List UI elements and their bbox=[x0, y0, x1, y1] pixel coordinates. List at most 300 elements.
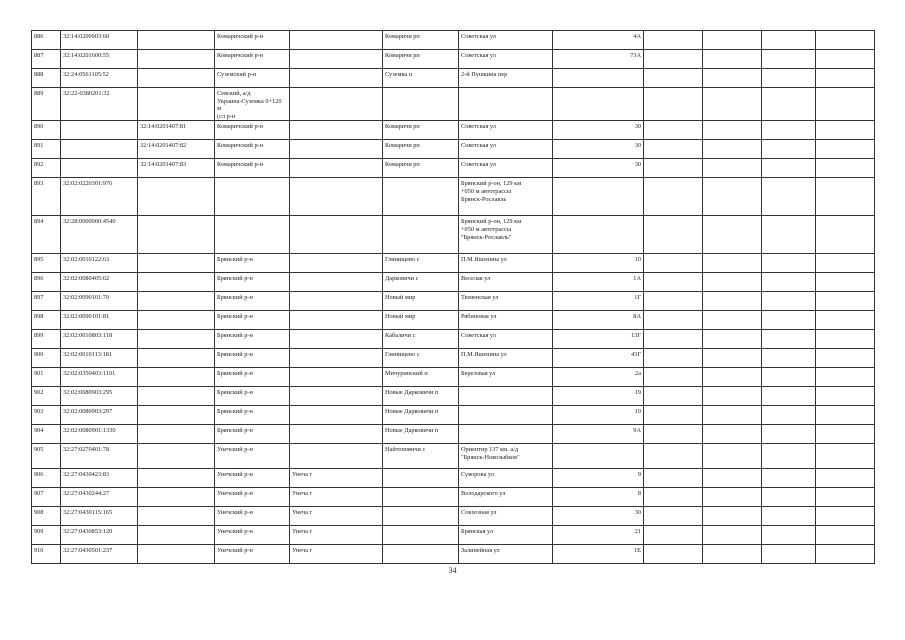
district-cell: Комаричский р-н bbox=[215, 31, 290, 50]
street-address-cell: П.М.Яшенина ул bbox=[459, 254, 553, 273]
cadastral-number-2-cell bbox=[138, 368, 215, 387]
house-number-cell: 2а bbox=[553, 368, 644, 387]
row-number-cell: 887 bbox=[32, 50, 61, 69]
locality-cell bbox=[383, 545, 459, 564]
house-number-cell bbox=[553, 444, 644, 469]
street-address-cell: Советская ул bbox=[459, 31, 553, 50]
house-number-cell bbox=[553, 178, 644, 216]
empty-cell bbox=[816, 159, 875, 178]
town-cell bbox=[290, 69, 383, 88]
empty-cell bbox=[816, 444, 875, 469]
town-cell bbox=[290, 254, 383, 273]
row-number-cell: 893 bbox=[32, 178, 61, 216]
street-address-cell: Брянский р-он, 129 км +050 м автотрассы Брянск-Рославль bbox=[459, 178, 553, 216]
empty-cell bbox=[644, 387, 703, 406]
cadastral-number-cell bbox=[61, 140, 138, 159]
empty-cell bbox=[644, 444, 703, 469]
house-number-cell: 4А bbox=[553, 31, 644, 50]
empty-cell bbox=[762, 469, 816, 488]
empty-cell bbox=[644, 311, 703, 330]
empty-cell bbox=[703, 50, 762, 69]
cadastral-number-2-cell bbox=[138, 311, 215, 330]
empty-cell bbox=[703, 31, 762, 50]
locality-cell: Кабаличи с bbox=[383, 330, 459, 349]
row-number-cell: 904 bbox=[32, 425, 61, 444]
district-cell: Брянский р-н bbox=[215, 387, 290, 406]
empty-cell bbox=[644, 469, 703, 488]
empty-cell bbox=[703, 526, 762, 545]
empty-cell bbox=[816, 488, 875, 507]
empty-cell bbox=[816, 31, 875, 50]
locality-cell: Комаричи рп bbox=[383, 159, 459, 178]
table-row bbox=[32, 159, 875, 178]
row-number-cell: 894 bbox=[32, 216, 61, 254]
house-number-cell: 9 bbox=[553, 469, 644, 488]
empty-cell bbox=[703, 406, 762, 425]
row-number-cell: 898 bbox=[32, 311, 61, 330]
empty-cell bbox=[762, 425, 816, 444]
street-address-cell: Советская ул bbox=[459, 50, 553, 69]
town-cell: Унеча г bbox=[290, 507, 383, 526]
cadastral-number-2-cell bbox=[138, 50, 215, 69]
street-address-cell: Совхозная ул bbox=[459, 507, 553, 526]
table-row bbox=[32, 425, 875, 444]
table-row bbox=[32, 69, 875, 88]
empty-cell bbox=[644, 121, 703, 140]
locality-cell bbox=[383, 178, 459, 216]
town-cell: Унеча г bbox=[290, 545, 383, 564]
table-row bbox=[32, 444, 875, 469]
row-number-cell: 905 bbox=[32, 444, 61, 469]
town-cell bbox=[290, 140, 383, 159]
district-cell: Севский, а/д Украина-Суземка 0+120 м (сл р-н bbox=[215, 88, 290, 121]
empty-cell bbox=[816, 69, 875, 88]
town-cell bbox=[290, 406, 383, 425]
house-number-cell: 10 bbox=[553, 254, 644, 273]
empty-cell bbox=[816, 254, 875, 273]
house-number-cell: 73А bbox=[553, 50, 644, 69]
locality-cell: Новый мир bbox=[383, 292, 459, 311]
empty-cell bbox=[703, 292, 762, 311]
street-address-cell: Советская ул bbox=[459, 330, 553, 349]
house-number-cell bbox=[553, 69, 644, 88]
empty-cell bbox=[644, 88, 703, 121]
row-number-cell: 908 bbox=[32, 507, 61, 526]
empty-cell bbox=[816, 425, 875, 444]
cadastral-number-2-cell bbox=[138, 526, 215, 545]
cadastral-number-cell: 32:02:0080901:1330 bbox=[61, 425, 138, 444]
street-address-cell bbox=[459, 88, 553, 121]
empty-cell bbox=[644, 507, 703, 526]
empty-cell bbox=[703, 88, 762, 121]
town-cell bbox=[290, 121, 383, 140]
row-number-cell: 901 bbox=[32, 368, 61, 387]
cadastral-number-2-cell bbox=[138, 69, 215, 88]
row-number-cell: 886 bbox=[32, 31, 61, 50]
empty-cell bbox=[816, 330, 875, 349]
empty-cell bbox=[816, 140, 875, 159]
district-cell: Брянский р-н bbox=[215, 425, 290, 444]
street-address-cell: Брянская ул bbox=[459, 526, 553, 545]
cadastral-number-cell: 32:27:0430244:27 bbox=[61, 488, 138, 507]
locality-cell: Комаричи рп bbox=[383, 31, 459, 50]
district-cell: Брянский р-н bbox=[215, 292, 290, 311]
row-number-cell: 900 bbox=[32, 349, 61, 368]
empty-cell bbox=[644, 159, 703, 178]
empty-cell bbox=[762, 311, 816, 330]
house-number-cell: 1А bbox=[553, 273, 644, 292]
empty-cell bbox=[703, 311, 762, 330]
street-address-cell bbox=[459, 425, 553, 444]
table-row bbox=[32, 216, 875, 254]
house-number-cell: 1Г bbox=[553, 292, 644, 311]
row-number-cell: 903 bbox=[32, 406, 61, 425]
town-cell bbox=[290, 216, 383, 254]
empty-cell bbox=[762, 31, 816, 50]
house-number-cell: 30 bbox=[553, 121, 644, 140]
district-cell: Унечский р-н bbox=[215, 488, 290, 507]
district-cell: Брянский р-н bbox=[215, 254, 290, 273]
empty-cell bbox=[816, 526, 875, 545]
empty-cell bbox=[703, 140, 762, 159]
page-number: 34 bbox=[448, 566, 457, 575]
row-number-cell: 897 bbox=[32, 292, 61, 311]
town-cell bbox=[290, 330, 383, 349]
empty-cell bbox=[816, 178, 875, 216]
house-number-cell bbox=[553, 88, 644, 121]
locality-cell: Комаричи рп bbox=[383, 140, 459, 159]
cadastral-number-cell: 32:02:0080903:295 bbox=[61, 387, 138, 406]
records-table bbox=[31, 30, 875, 564]
locality-cell: Комаричи рп bbox=[383, 50, 459, 69]
locality-cell bbox=[383, 88, 459, 121]
house-number-cell: 9А bbox=[553, 425, 644, 444]
empty-cell bbox=[762, 349, 816, 368]
empty-cell bbox=[816, 216, 875, 254]
street-address-cell: Тюменская ул bbox=[459, 292, 553, 311]
table-row bbox=[32, 545, 875, 564]
street-address-cell: Советская ул bbox=[459, 140, 553, 159]
district-cell: Брянский р-н bbox=[215, 330, 290, 349]
row-number-cell: 896 bbox=[32, 273, 61, 292]
empty-cell bbox=[762, 444, 816, 469]
empty-cell bbox=[762, 50, 816, 69]
empty-cell bbox=[703, 178, 762, 216]
cadastral-number-cell: 32:02:0220301:976 bbox=[61, 178, 138, 216]
empty-cell bbox=[644, 330, 703, 349]
empty-cell bbox=[762, 488, 816, 507]
cadastral-number-2-cell: 32:14:0201407:82 bbox=[138, 140, 215, 159]
table-row bbox=[32, 50, 875, 69]
locality-cell: Комаричи рп bbox=[383, 121, 459, 140]
table-row bbox=[32, 121, 875, 140]
empty-cell bbox=[703, 368, 762, 387]
table-row bbox=[32, 178, 875, 216]
empty-cell bbox=[703, 545, 762, 564]
street-address-cell: 2-й Пушкина пер bbox=[459, 69, 553, 88]
house-number-cell: 19 bbox=[553, 406, 644, 425]
table-row bbox=[32, 488, 875, 507]
cadastral-number-cell: 32:24:0561105:52 bbox=[61, 69, 138, 88]
empty-cell bbox=[762, 507, 816, 526]
house-number-cell: 30 bbox=[553, 140, 644, 159]
empty-cell bbox=[703, 349, 762, 368]
house-number-cell: 8 bbox=[553, 488, 644, 507]
cadastral-number-cell: 32:14:0201600:55 bbox=[61, 50, 138, 69]
district-cell: Брянский р-н bbox=[215, 273, 290, 292]
empty-cell bbox=[762, 292, 816, 311]
street-address-cell: Брянский р-он, 129 км +050 м автотрассы "Брянск-Рославль" bbox=[459, 216, 553, 254]
town-cell bbox=[290, 349, 383, 368]
table-row bbox=[32, 292, 875, 311]
empty-cell bbox=[644, 273, 703, 292]
empty-cell bbox=[762, 254, 816, 273]
town-cell: Унеча г bbox=[290, 488, 383, 507]
cadastral-number-2-cell bbox=[138, 387, 215, 406]
locality-cell bbox=[383, 507, 459, 526]
district-cell: Комаричский р-н bbox=[215, 159, 290, 178]
district-cell: Унечский р-н bbox=[215, 507, 290, 526]
table-row bbox=[32, 526, 875, 545]
cadastral-number-2-cell bbox=[138, 488, 215, 507]
cadastral-number-2-cell bbox=[138, 273, 215, 292]
empty-cell bbox=[762, 216, 816, 254]
town-cell bbox=[290, 31, 383, 50]
cadastral-number-2-cell bbox=[138, 216, 215, 254]
cadastral-number-cell bbox=[61, 159, 138, 178]
district-cell: Комаричский р-н bbox=[215, 140, 290, 159]
empty-cell bbox=[816, 469, 875, 488]
locality-cell bbox=[383, 526, 459, 545]
cadastral-number-2-cell bbox=[138, 31, 215, 50]
district-cell: Брянский р-н bbox=[215, 349, 290, 368]
town-cell bbox=[290, 178, 383, 216]
empty-cell bbox=[816, 349, 875, 368]
house-number-cell bbox=[553, 216, 644, 254]
locality-cell: Глинищево с bbox=[383, 254, 459, 273]
empty-cell bbox=[703, 69, 762, 88]
cadastral-number-cell: 32:27:0430115:165 bbox=[61, 507, 138, 526]
row-number-cell: 899 bbox=[32, 330, 61, 349]
empty-cell bbox=[762, 178, 816, 216]
locality-cell: Новые Дарковичи п bbox=[383, 387, 459, 406]
table-row bbox=[32, 330, 875, 349]
town-cell: Унеча г bbox=[290, 469, 383, 488]
empty-cell bbox=[816, 88, 875, 121]
empty-cell bbox=[644, 368, 703, 387]
row-number-cell: 892 bbox=[32, 159, 61, 178]
cadastral-number-cell: 32:02:0350403:1101 bbox=[61, 368, 138, 387]
locality-cell bbox=[383, 216, 459, 254]
cadastral-number-cell bbox=[61, 121, 138, 140]
locality-cell: Дарковичи с bbox=[383, 273, 459, 292]
town-cell bbox=[290, 50, 383, 69]
house-number-cell: 30 bbox=[553, 159, 644, 178]
empty-cell bbox=[816, 311, 875, 330]
street-address-cell bbox=[459, 406, 553, 425]
town-cell bbox=[290, 387, 383, 406]
locality-cell: Суземка п bbox=[383, 69, 459, 88]
row-number-cell: 909 bbox=[32, 526, 61, 545]
empty-cell bbox=[816, 507, 875, 526]
district-cell: Комаричский р-н bbox=[215, 121, 290, 140]
empty-cell bbox=[816, 292, 875, 311]
empty-cell bbox=[644, 526, 703, 545]
district-cell: Комаричский р-н bbox=[215, 50, 290, 69]
cadastral-number-cell: 32:27:0430423:83 bbox=[61, 469, 138, 488]
district-cell: Брянский р-н bbox=[215, 311, 290, 330]
empty-cell bbox=[644, 31, 703, 50]
district-cell: Брянский р-н bbox=[215, 368, 290, 387]
empty-cell bbox=[644, 292, 703, 311]
cadastral-number-2-cell bbox=[138, 254, 215, 273]
row-number-cell: 888 bbox=[32, 69, 61, 88]
table-row bbox=[32, 507, 875, 526]
empty-cell bbox=[816, 368, 875, 387]
street-address-cell: Володарского ул bbox=[459, 488, 553, 507]
empty-cell bbox=[644, 425, 703, 444]
cadastral-number-cell: 32:27:0430501:237 bbox=[61, 545, 138, 564]
town-cell bbox=[290, 425, 383, 444]
cadastral-number-cell: 32:27:0430853:120 bbox=[61, 526, 138, 545]
cadastral-number-2-cell bbox=[138, 469, 215, 488]
town-cell bbox=[290, 273, 383, 292]
district-cell: Суземский р-н bbox=[215, 69, 290, 88]
empty-cell bbox=[703, 469, 762, 488]
table-row bbox=[32, 368, 875, 387]
cadastral-number-cell: 32:02:0010803:118 bbox=[61, 330, 138, 349]
empty-cell bbox=[703, 273, 762, 292]
empty-cell bbox=[762, 368, 816, 387]
cadastral-number-2-cell bbox=[138, 507, 215, 526]
town-cell: Унеча г bbox=[290, 526, 383, 545]
cadastral-number-2-cell bbox=[138, 292, 215, 311]
cadastral-number-cell: 32:02:0010122:63 bbox=[61, 254, 138, 273]
locality-cell: Новые Дарковичи п bbox=[383, 425, 459, 444]
row-number-cell: 891 bbox=[32, 140, 61, 159]
town-cell bbox=[290, 311, 383, 330]
house-number-cell: 43Г bbox=[553, 349, 644, 368]
locality-cell: Мичуринский п bbox=[383, 368, 459, 387]
empty-cell bbox=[762, 88, 816, 121]
row-number-cell: 890 bbox=[32, 121, 61, 140]
empty-cell bbox=[703, 425, 762, 444]
cadastral-number-cell: 32:02:0080405:62 bbox=[61, 273, 138, 292]
table-row bbox=[32, 273, 875, 292]
cadastral-number-2-cell bbox=[138, 545, 215, 564]
street-address-cell: Рябиновая ул bbox=[459, 311, 553, 330]
empty-cell bbox=[703, 507, 762, 526]
street-address-cell bbox=[459, 387, 553, 406]
empty-cell bbox=[644, 254, 703, 273]
table-row bbox=[32, 387, 875, 406]
town-cell bbox=[290, 368, 383, 387]
street-address-cell: Суворова ул bbox=[459, 469, 553, 488]
empty-cell bbox=[816, 406, 875, 425]
street-address-cell: Советская ул bbox=[459, 159, 553, 178]
cadastral-number-cell: 32:27:0270401:78 bbox=[61, 444, 138, 469]
empty-cell bbox=[762, 526, 816, 545]
table-row bbox=[32, 88, 875, 121]
cadastral-number-2-cell: 32:14:0201407:81 bbox=[138, 121, 215, 140]
cadastral-number-2-cell: 32:14:0201407:83 bbox=[138, 159, 215, 178]
empty-cell bbox=[644, 488, 703, 507]
table-row bbox=[32, 406, 875, 425]
empty-cell bbox=[762, 121, 816, 140]
cadastral-number-2-cell bbox=[138, 349, 215, 368]
cadastral-number-2-cell bbox=[138, 88, 215, 121]
cadastral-number-cell: 32:22-0380201:32 bbox=[61, 88, 138, 121]
table-row bbox=[32, 311, 875, 330]
empty-cell bbox=[644, 349, 703, 368]
empty-cell bbox=[762, 330, 816, 349]
empty-cell bbox=[703, 254, 762, 273]
locality-cell bbox=[383, 488, 459, 507]
cadastral-number-cell: 32:14:0200903:60 bbox=[61, 31, 138, 50]
district-cell: Унечский р-н bbox=[215, 444, 290, 469]
empty-cell bbox=[644, 69, 703, 88]
town-cell bbox=[290, 444, 383, 469]
empty-cell bbox=[703, 387, 762, 406]
cadastral-number-cell: 32:02:0080903:297 bbox=[61, 406, 138, 425]
district-cell: Брянский р-н bbox=[215, 406, 290, 425]
locality-cell: Новый мир bbox=[383, 311, 459, 330]
row-number-cell: 906 bbox=[32, 469, 61, 488]
table-row bbox=[32, 349, 875, 368]
empty-cell bbox=[644, 545, 703, 564]
row-number-cell: 895 bbox=[32, 254, 61, 273]
locality-cell: Найтоповичи с bbox=[383, 444, 459, 469]
street-address-cell: Ориентир 137 км. а/д "Брянск-Новозыбков" bbox=[459, 444, 553, 469]
cadastral-number-2-cell bbox=[138, 444, 215, 469]
row-number-cell: 910 bbox=[32, 545, 61, 564]
street-address-cell: Березовая ул bbox=[459, 368, 553, 387]
street-address-cell: Советская ул bbox=[459, 121, 553, 140]
table-row bbox=[32, 254, 875, 273]
empty-cell bbox=[703, 159, 762, 178]
house-number-cell: 30 bbox=[553, 507, 644, 526]
empty-cell bbox=[816, 273, 875, 292]
empty-cell bbox=[816, 387, 875, 406]
empty-cell bbox=[644, 406, 703, 425]
locality-cell bbox=[383, 469, 459, 488]
empty-cell bbox=[762, 140, 816, 159]
empty-cell bbox=[816, 545, 875, 564]
empty-cell bbox=[816, 121, 875, 140]
empty-cell bbox=[762, 406, 816, 425]
empty-cell bbox=[762, 159, 816, 178]
cadastral-number-cell: 32:02:0090101:70 bbox=[61, 292, 138, 311]
cadastral-number-2-cell bbox=[138, 425, 215, 444]
row-number-cell: 902 bbox=[32, 387, 61, 406]
street-address-cell: Залинейная ул bbox=[459, 545, 553, 564]
table-row bbox=[32, 31, 875, 50]
town-cell bbox=[290, 88, 383, 121]
town-cell bbox=[290, 292, 383, 311]
district-cell: Унечский р-н bbox=[215, 469, 290, 488]
district-cell bbox=[215, 178, 290, 216]
empty-cell bbox=[703, 121, 762, 140]
district-cell bbox=[215, 216, 290, 254]
row-number-cell: 889 bbox=[32, 88, 61, 121]
cadastral-number-2-cell bbox=[138, 178, 215, 216]
district-cell: Унечский р-н bbox=[215, 526, 290, 545]
empty-cell bbox=[703, 488, 762, 507]
empty-cell bbox=[703, 444, 762, 469]
house-number-cell: 13Г bbox=[553, 330, 644, 349]
house-number-cell: 8А bbox=[553, 311, 644, 330]
locality-cell: Новые Дарковичи п bbox=[383, 406, 459, 425]
